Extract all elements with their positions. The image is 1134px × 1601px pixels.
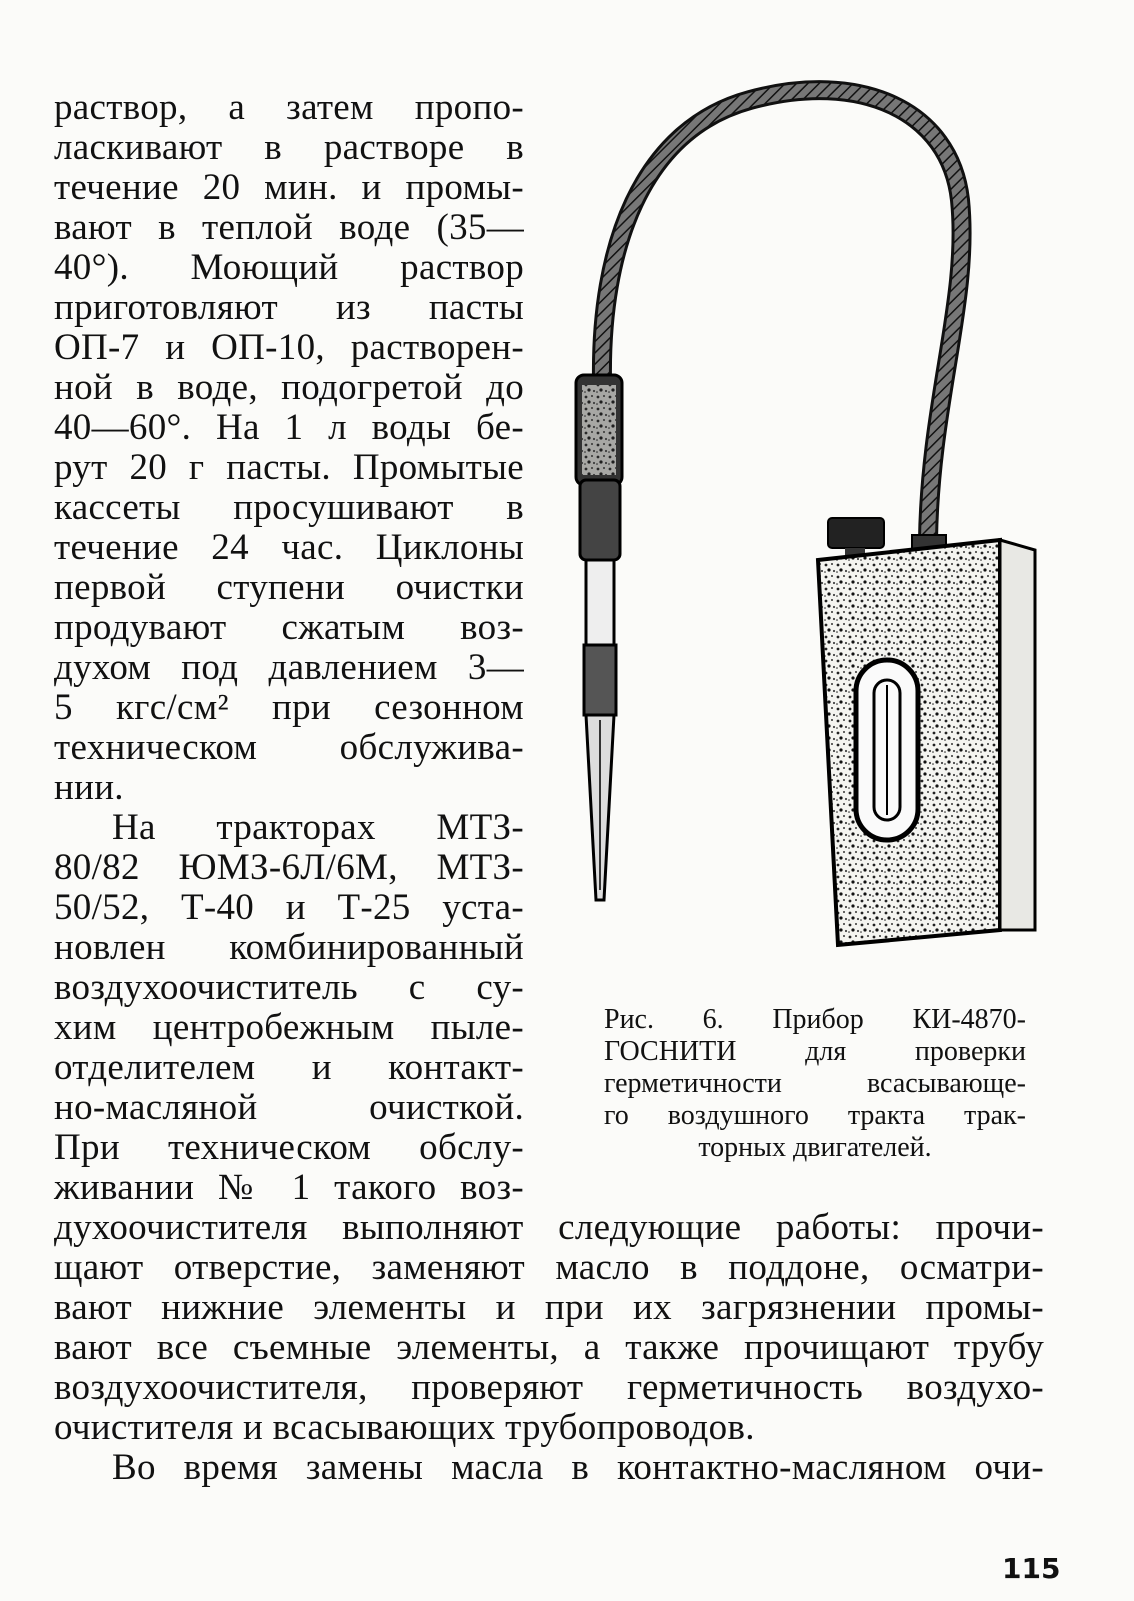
- text-line: нии.: [54, 767, 124, 808]
- caption-line: торных двигателей.: [698, 1132, 932, 1163]
- text-line: отделителем и контакт-: [54, 1047, 524, 1088]
- text-line: щают отверстие, заменяют масло в поддоне, осматри-: [54, 1247, 1044, 1288]
- text-line: техническом обслужива-: [54, 727, 524, 768]
- text-line: но-масляной очисткой.: [54, 1087, 524, 1128]
- text-line: вают в теплой воде (35—: [54, 207, 524, 248]
- text-line: духом под давлением 3—: [54, 647, 524, 688]
- text-line: 50/52, Т-40 и Т-25 уста-: [54, 887, 524, 928]
- text-line: хим центробежным пыле-: [54, 1007, 524, 1048]
- text-line: 40—60°. На 1 л воды бе-: [54, 407, 524, 448]
- device-illustration: [560, 70, 1060, 960]
- text-line: При техническом обслу-: [54, 1127, 524, 1168]
- text-line: раствор, а затем пропо-: [54, 87, 524, 128]
- caption-line: Рис. 6. Прибор КИ-4870-: [604, 1004, 1026, 1035]
- text-line: приготовляют из пасты: [54, 287, 524, 328]
- text-line: 5 кгс/см² при сезонном: [54, 687, 524, 728]
- knurled-knob: [828, 518, 884, 548]
- text-line: течение 24 час. Циклоны: [54, 527, 524, 568]
- text-line: течение 20 мин. и промы-: [54, 167, 524, 208]
- text-line: вают нижние элементы и при их загрязнении промы-: [54, 1287, 1044, 1328]
- caption-line: го воздушного тракта трак-: [604, 1100, 1026, 1131]
- text-line: 40°). Моющий раствор: [54, 247, 524, 288]
- text-line: первой ступени очистки: [54, 567, 524, 608]
- caption-line: ГОСНИТИ для проверки: [604, 1036, 1026, 1067]
- text-line: воздухоочистителя, проверяют герметичность воздухо-: [54, 1367, 1044, 1408]
- text-line: очистителя и всасывающих трубопроводов.: [54, 1407, 755, 1448]
- text-line: вают все съемные элементы, а также прочищают трубу: [54, 1327, 1044, 1368]
- caption-line: герметичности всасывающе-: [604, 1068, 1026, 1099]
- text-line: живании № 1 такого воз-: [54, 1167, 524, 1208]
- text-line: духоочистителя выполняют следующие работы: прочи-: [54, 1207, 1044, 1248]
- text-line: ласкивают в растворе в: [54, 127, 524, 168]
- probe: [576, 375, 622, 900]
- text-line: новлен комбинированный: [54, 927, 524, 968]
- text-line: На тракторах МТЗ-: [112, 807, 524, 848]
- text-line: продувают сжатым воз-: [54, 607, 524, 648]
- text-line: ной в воде, подогретой до: [54, 367, 524, 408]
- text-line: 80/82 ЮМЗ-6Л/6М, МТЗ-: [54, 847, 524, 888]
- text-line: ОП-7 и ОП-10, растворен-: [54, 327, 524, 368]
- text-line: воздухоочиститель с су-: [54, 967, 524, 1008]
- text-line: Во время замены масла в контактно-масляном очи-: [112, 1447, 1044, 1488]
- page-number: 115: [1002, 1552, 1061, 1585]
- text-line: рут 20 г пасты. Промытые: [54, 447, 524, 488]
- text-line: кассеты просушивают в: [54, 487, 524, 528]
